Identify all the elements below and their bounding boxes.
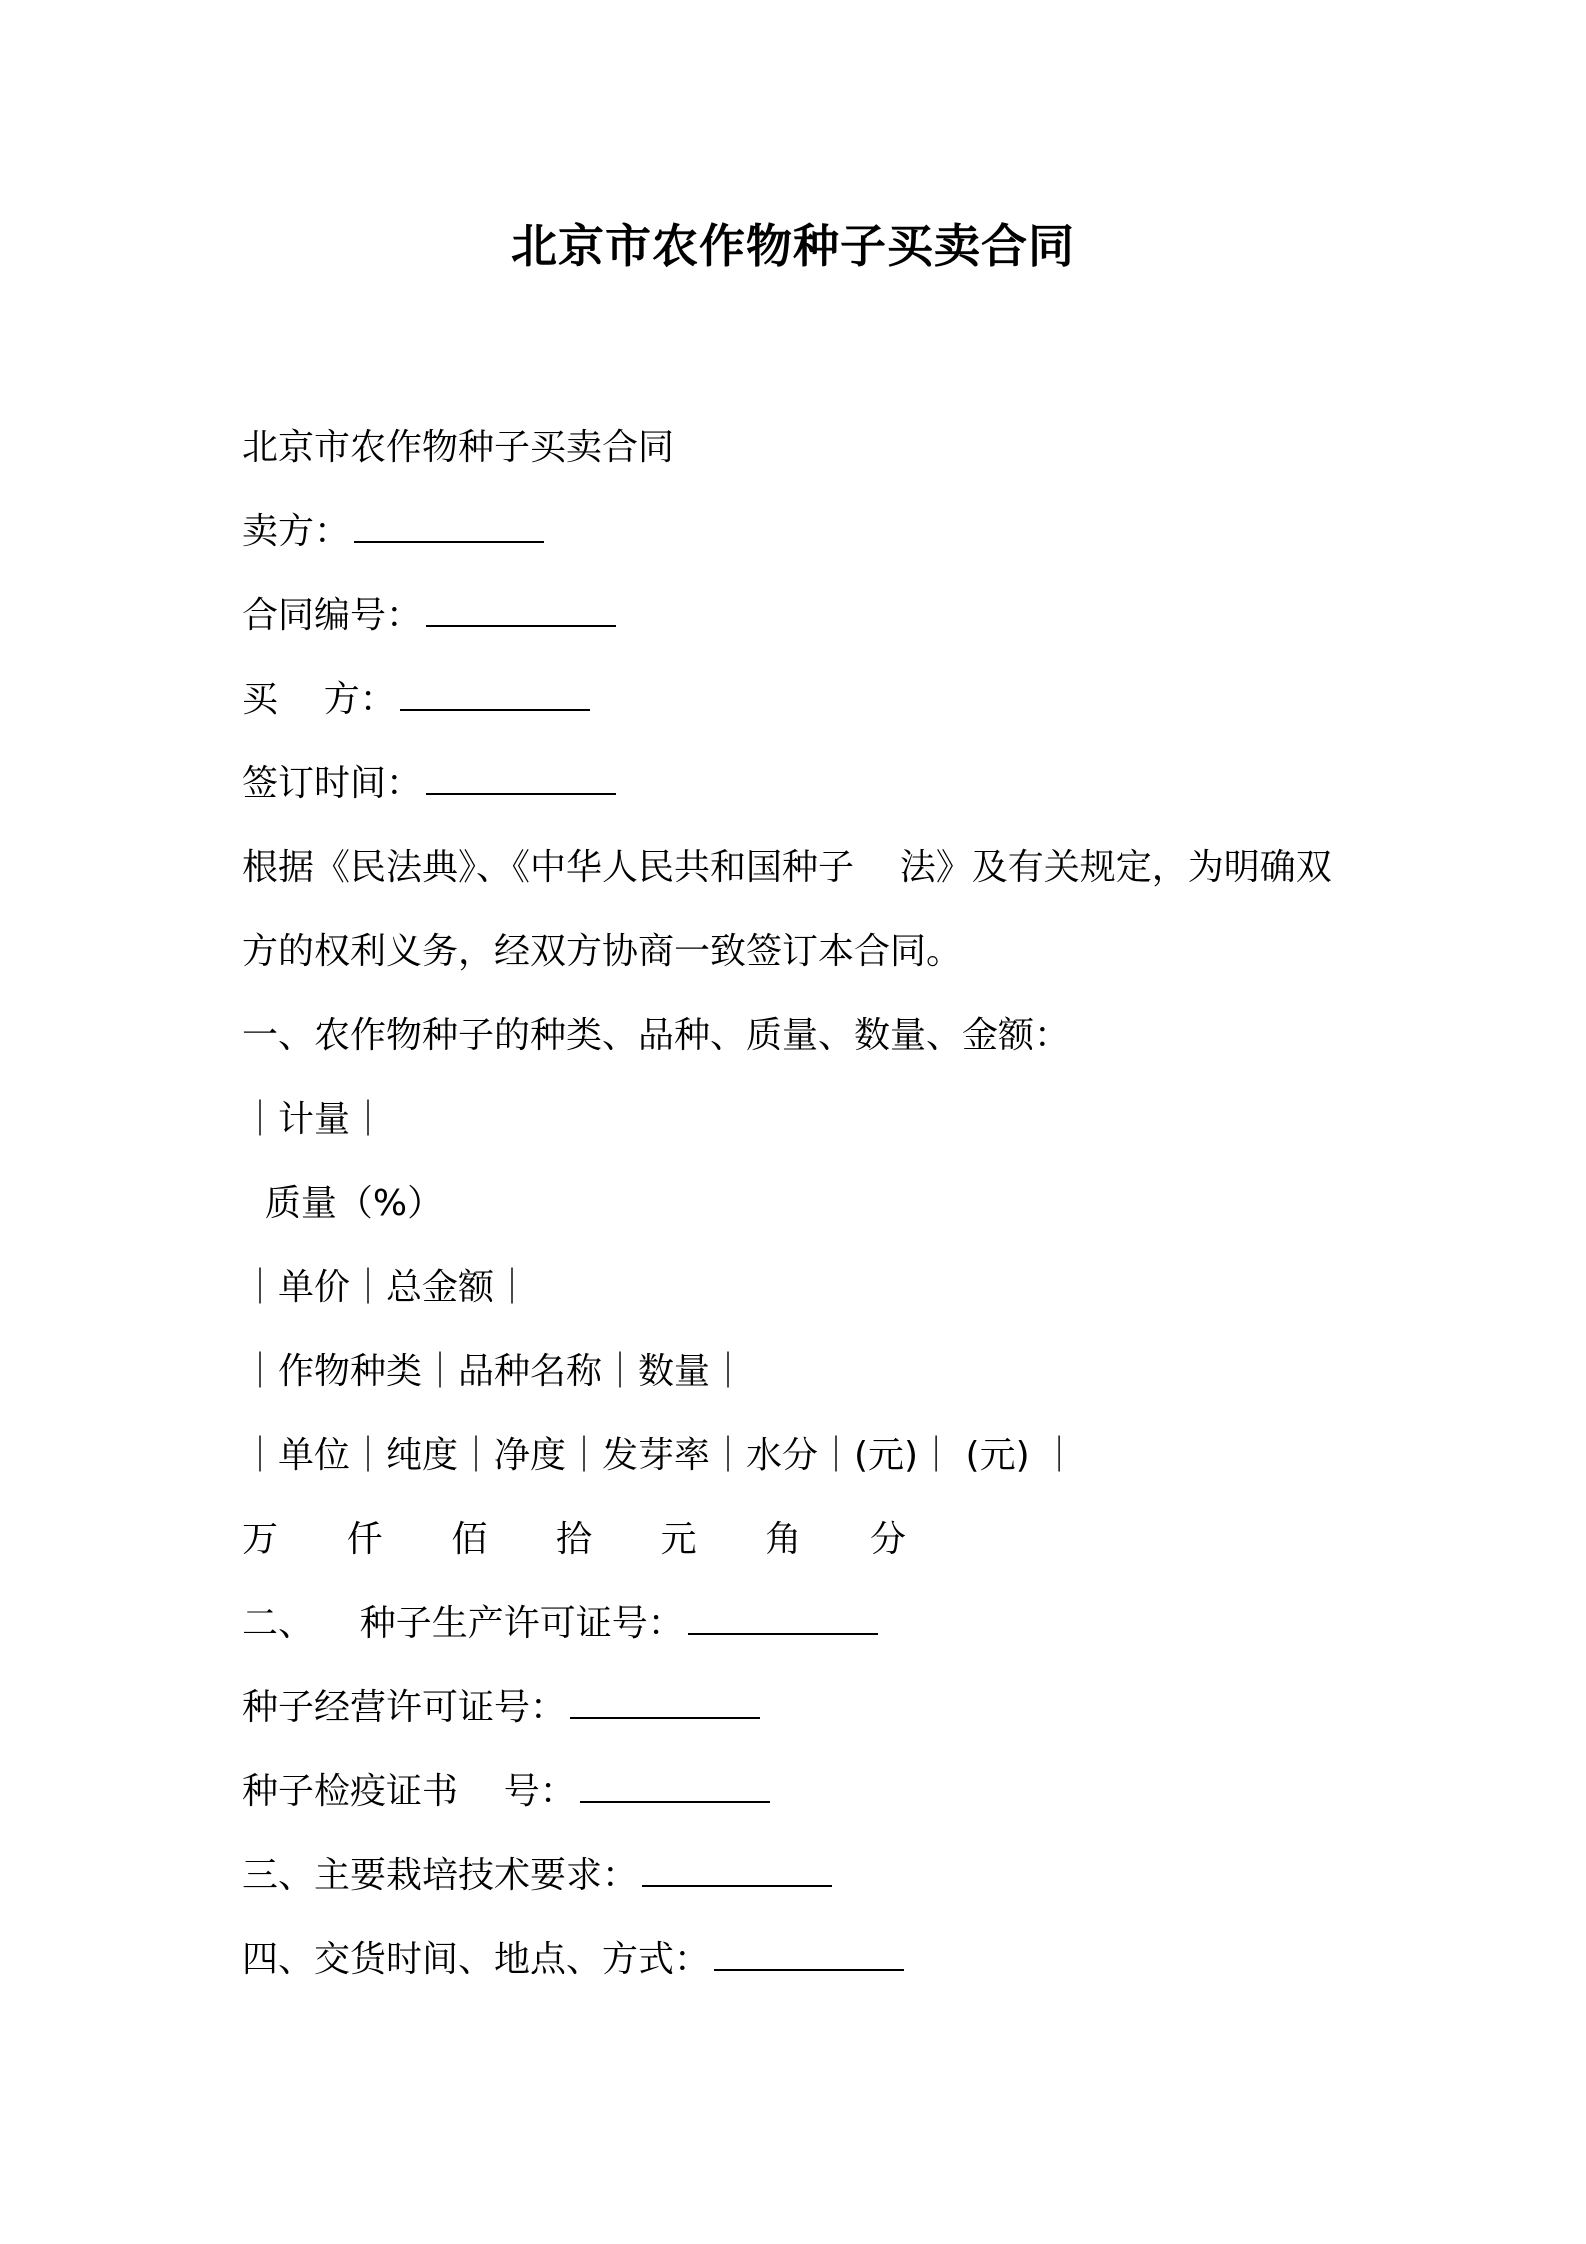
sign-date-label: 签订时间：: [242, 763, 423, 804]
contract-no-line: [242, 574, 1372, 658]
sign-date-blank: [426, 763, 616, 795]
business-license-line: [242, 1666, 1372, 1750]
subtitle-line: [242, 406, 1372, 490]
basis-paragraph-line-2: 方的权利义务，经双方协商一致签订本合同。: [242, 931, 963, 972]
production-license-label: 二、 种子生产许可证号：: [242, 1603, 684, 1644]
table-row-units: ｜单位｜纯度｜净度｜发芽率｜水分｜(元)｜ (元) ｜: [242, 1435, 1078, 1476]
quarantine-cert-blank: [580, 1771, 770, 1803]
delivery-blank: [714, 1939, 904, 1971]
delivery-label: 四、交货时间、地点、方式：: [242, 1939, 711, 1980]
subtitle-text: 北京市农作物种子买卖合同: [242, 427, 675, 468]
buyer-blank: [400, 679, 590, 711]
document-body: [242, 406, 1372, 2002]
production-license-blank: [688, 1603, 878, 1635]
table-row-measure: ｜计量｜: [242, 1099, 387, 1140]
buyer-label: 买 方：: [242, 679, 396, 720]
document-title: 北京市农作物种子买卖合同: [511, 219, 1075, 273]
business-license-blank: [570, 1687, 760, 1719]
buyer-line: [242, 658, 1372, 742]
section-1-heading: 一、农作物种子的种类、品种、质量、数量、金额：: [242, 1015, 1071, 1056]
seller-label: 卖方：: [242, 511, 351, 552]
basis-paragraph-line-1: 根据《民法典》、《中华人民共和国种子 法》及有关规定，为明确双: [242, 847, 1332, 888]
seller-blank: [354, 511, 544, 543]
sign-date-line: [242, 742, 1372, 826]
cultivation-blank: [642, 1855, 832, 1887]
cultivation-label: 三、主要栽培技术要求：: [242, 1855, 639, 1896]
section-2-line: [242, 1582, 1372, 1666]
section-4-line: [242, 1918, 1372, 2002]
quarantine-cert-label: 种子检疫证书 号：: [242, 1771, 576, 1812]
business-license-label: 种子经营许可证号：: [242, 1687, 567, 1728]
table-row-crop: ｜作物种类｜品种名称｜数量｜: [242, 1351, 747, 1392]
table-row-quality: 质量（%）: [242, 1183, 444, 1224]
quarantine-cert-line: [242, 1750, 1372, 1834]
contract-no-blank: [426, 595, 616, 627]
section-3-line: [242, 1834, 1372, 1918]
amount-units-line: 万 仟 佰 拾 元 角 分: [242, 1519, 906, 1560]
contract-no-label: 合同编号：: [242, 595, 423, 636]
seller-line: [242, 490, 1372, 574]
table-row-price: ｜单价｜总金额｜: [242, 1267, 531, 1308]
